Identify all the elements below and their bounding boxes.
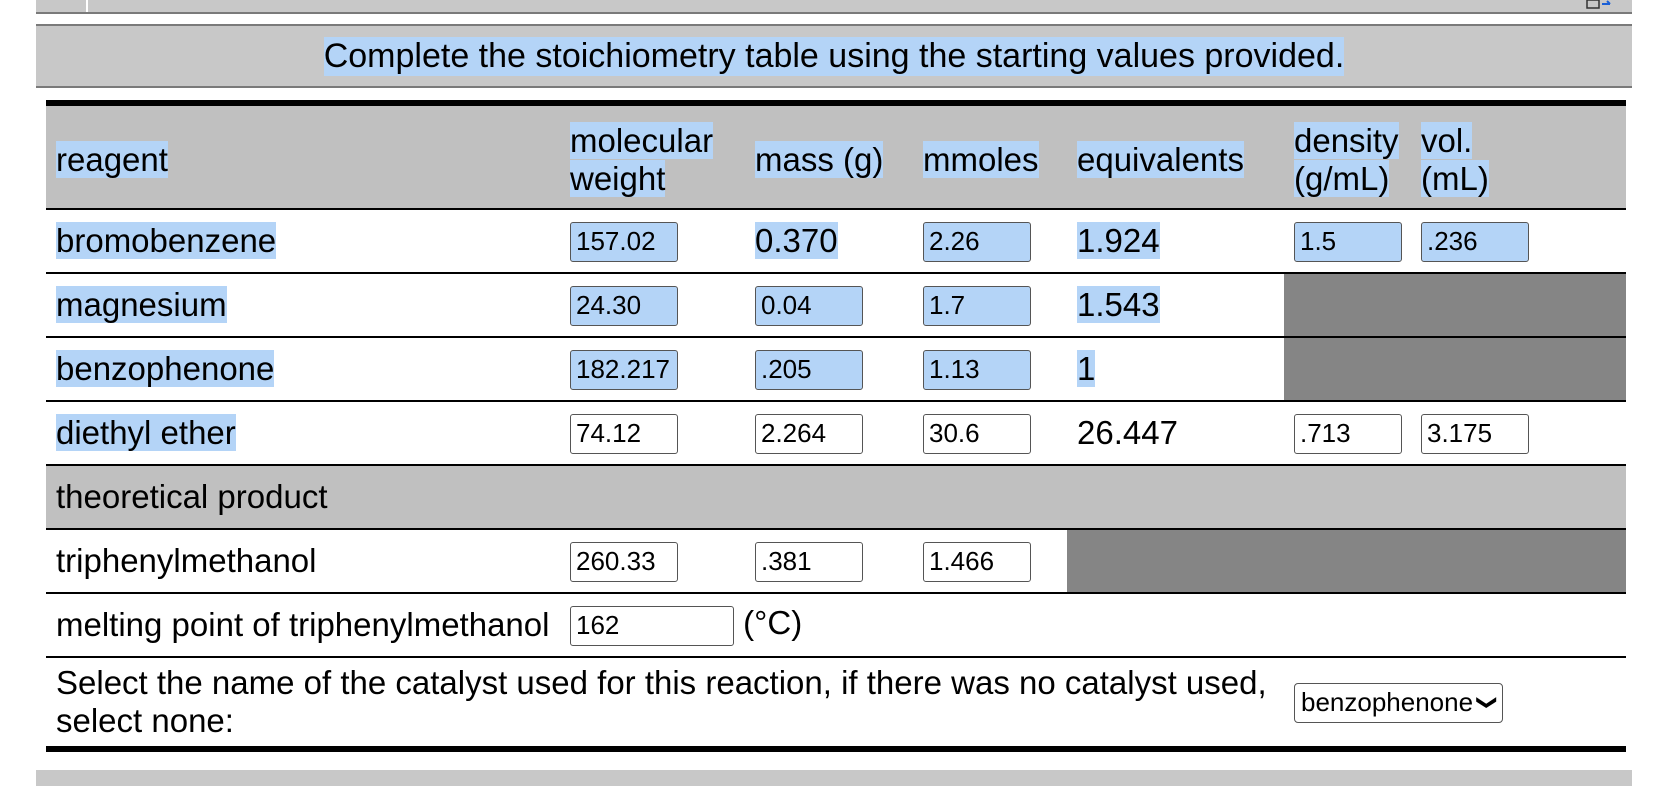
melting-point-row [46, 593, 1626, 657]
reagent-name: diethyl ether [56, 414, 236, 451]
density-input[interactable] [1294, 222, 1402, 262]
mmoles-input[interactable] [923, 222, 1031, 262]
instructions-text: Complete the stoichiometry table using the starting values provided. [323, 36, 1345, 75]
molecular-weight-input[interactable] [570, 286, 678, 326]
volume-input[interactable] [1421, 222, 1529, 262]
molecular-weight-input[interactable] [570, 222, 678, 262]
mmoles-input[interactable] [923, 350, 1031, 390]
mmoles-input[interactable] [923, 286, 1031, 326]
equivalents-value: 1 [1077, 350, 1096, 387]
mass-input[interactable] [755, 414, 863, 454]
edit-tool-icon[interactable] [1586, 0, 1612, 10]
instructions-banner [36, 24, 1632, 88]
disabled-cell [1284, 337, 1626, 401]
equivalents-value: 26.447 [1077, 414, 1178, 451]
mass-value: 0.370 [755, 222, 838, 259]
mass-input[interactable] [755, 350, 863, 390]
reagent-name: bromobenzene [56, 222, 277, 259]
table-row [46, 273, 1626, 337]
product-molecular-weight-input[interactable] [570, 542, 678, 582]
volume-input[interactable] [1421, 414, 1529, 454]
melting-point-label: melting point of triphenylmethanol [56, 606, 550, 643]
catalyst-select[interactable] [1294, 683, 1503, 723]
reagent-name: magnesium [56, 286, 227, 323]
toolbar-divider [86, 0, 88, 12]
header-reagent: reagent [56, 141, 168, 178]
header-volume: vol. (mL) [1421, 122, 1489, 197]
bottom-strip [36, 770, 1632, 786]
header-molecular-weight: molecular weight [570, 122, 714, 197]
melting-point-unit: (°C) [743, 604, 803, 642]
stoichiometry-table [46, 100, 1626, 752]
table-row [46, 209, 1626, 273]
disabled-cell [1284, 273, 1626, 337]
top-toolbar-strip [36, 0, 1632, 14]
theoretical-product-section-row [46, 465, 1626, 529]
product-mass-input[interactable] [755, 542, 863, 582]
melting-point-input[interactable] [570, 606, 734, 646]
header-mmoles: mmoles [923, 141, 1039, 178]
density-input[interactable] [1294, 414, 1402, 454]
catalyst-row [46, 657, 1626, 749]
section-heading: theoretical product [56, 478, 328, 515]
header-mass: mass (g) [755, 141, 884, 178]
mmoles-input[interactable] [923, 414, 1031, 454]
molecular-weight-input[interactable] [570, 350, 678, 390]
table-header-row [46, 103, 1626, 209]
header-equivalents: equivalents [1077, 141, 1244, 178]
equivalents-value: 1.924 [1077, 222, 1160, 259]
molecular-weight-input[interactable] [570, 414, 678, 454]
table-row [46, 401, 1626, 465]
catalyst-prompt: Select the name of the catalyst used for this reaction, if there was no catalyst used, select none: [56, 664, 1267, 739]
mass-input[interactable] [755, 286, 863, 326]
product-mmoles-input[interactable] [923, 542, 1031, 582]
catalyst-selected-value: benzophenone [1301, 687, 1474, 718]
table-row [46, 529, 1626, 593]
equivalents-value: 1.543 [1077, 286, 1160, 323]
product-name: triphenylmethanol [56, 542, 317, 579]
disabled-cell [1067, 529, 1626, 593]
reagent-name: benzophenone [56, 350, 275, 387]
chevron-down-icon: ❯ [1475, 694, 1498, 712]
table-row [46, 337, 1626, 401]
header-density: density (g/mL) [1294, 122, 1399, 197]
